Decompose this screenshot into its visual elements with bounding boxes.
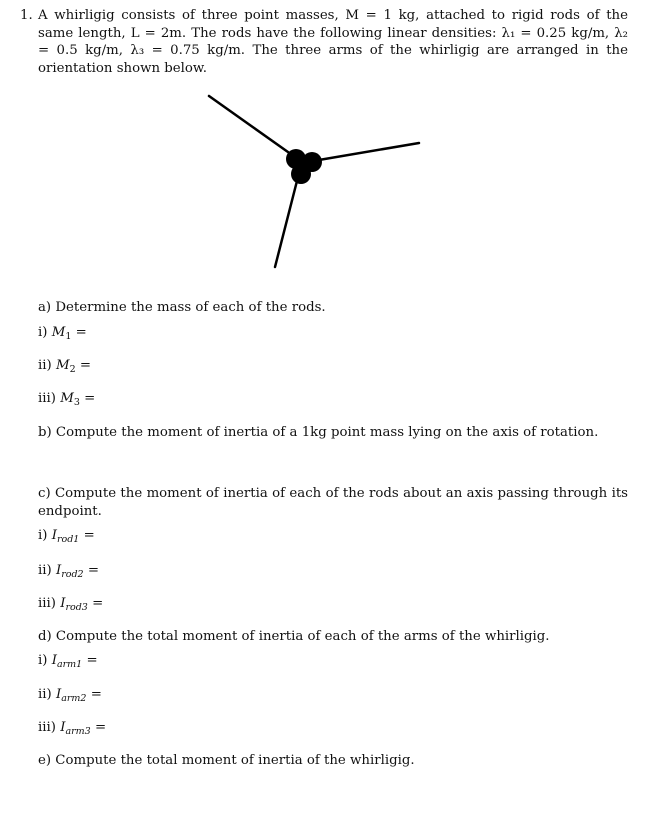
item-prefix: iii) <box>38 720 56 735</box>
part-a-prompt: a) Determine the mass of each of the rods. <box>38 300 326 315</box>
problem-text: A whirligig consists of three point masses, M = 1 kg, attached to rigid rods of the same length, L = 2m. The rods have the following linear densities: λ₁ = 0.25 kg/m, λ₂ = 0.5 kg/m, λ₃ = 0.75 kg/m. The three arms of the whirligig are arranged in the orientation shown below. <box>38 8 628 76</box>
item-prefix: i) <box>38 325 48 340</box>
item-suffix: = <box>79 528 95 543</box>
part-a-item-2 <box>38 357 91 379</box>
rod-bottom <box>275 177 298 267</box>
item-suffix: = <box>83 563 99 578</box>
item-prefix: iii) <box>38 596 56 611</box>
item-subscript: rod3 <box>65 602 88 613</box>
rod-upper-left <box>209 96 295 157</box>
part-a-item-3 <box>38 390 95 412</box>
item-subscript: 2 <box>69 364 76 375</box>
item-symbol: I <box>60 596 66 611</box>
problem-number: 1. <box>20 8 33 23</box>
whirligig-figure <box>200 90 430 275</box>
item-subscript: arm3 <box>65 726 91 737</box>
item-subscript: 1 <box>65 331 72 342</box>
item-symbol: I <box>60 720 66 735</box>
item-prefix: iii) <box>38 391 56 406</box>
item-symbol: M <box>60 391 74 406</box>
part-c-item-1 <box>38 527 95 549</box>
part-c-item-2 <box>38 562 99 584</box>
item-suffix: = <box>87 596 104 611</box>
point-mass-3 <box>291 164 311 184</box>
part-a-item-1 <box>38 324 87 346</box>
item-symbol: I <box>55 687 62 702</box>
item-prefix: i) <box>38 528 48 543</box>
item-prefix: ii) <box>38 563 52 578</box>
item-suffix: = <box>79 391 96 406</box>
part-e-prompt: e) Compute the total moment of inertia of the whirligig. <box>38 753 415 768</box>
part-d-item-1 <box>38 652 98 674</box>
problem-statement <box>20 7 628 77</box>
part-c-prompt: c) Compute the moment of inertia of each of the rods about an axis passing through its endpoint. <box>38 486 628 519</box>
part-d-item-2 <box>38 686 102 708</box>
item-subscript: rod1 <box>56 534 80 545</box>
part-d-prompt: d) Compute the total moment of inertia of each of the arms of the whirligig. <box>38 629 550 644</box>
item-symbol: M <box>55 358 70 373</box>
item-prefix: i) <box>38 653 48 668</box>
item-symbol: I <box>55 563 62 578</box>
part-d-item-3 <box>38 719 106 741</box>
item-subscript: arm1 <box>56 659 83 670</box>
item-subscript: rod2 <box>61 569 84 580</box>
part-c-item-3 <box>38 595 103 617</box>
item-suffix: = <box>75 358 91 373</box>
item-prefix: ii) <box>38 358 52 373</box>
item-suffix: = <box>90 720 107 735</box>
item-subscript: arm2 <box>61 693 87 704</box>
item-symbol: M <box>51 325 66 340</box>
item-suffix: = <box>86 687 102 702</box>
item-suffix: = <box>82 653 98 668</box>
item-prefix: ii) <box>38 687 52 702</box>
item-symbol: I <box>51 653 57 668</box>
rod-right <box>313 143 419 161</box>
item-suffix: = <box>71 325 87 340</box>
part-b-prompt: b) Compute the moment of inertia of a 1kg point mass lying on the axis of rotation. <box>38 425 599 440</box>
item-subscript: 3 <box>73 397 80 408</box>
item-symbol: I <box>51 528 57 543</box>
